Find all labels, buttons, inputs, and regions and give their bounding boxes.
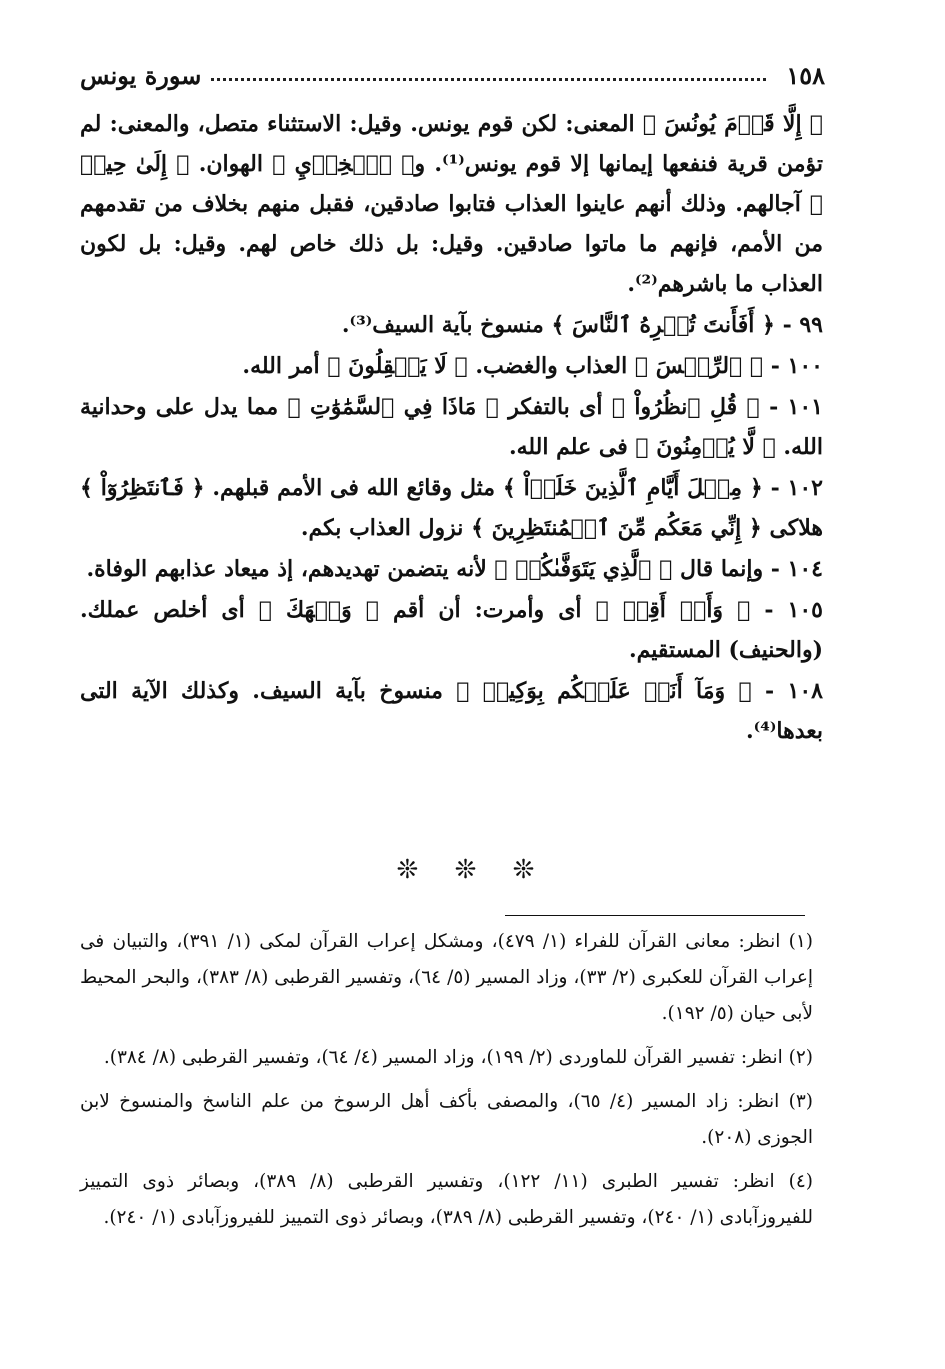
section-separator: ❊ ❊ ❊	[396, 855, 549, 885]
page-number: ١٥٨	[786, 60, 825, 90]
paragraph-verse-99: ٩٩ - ﴿ أَفَأَنتَ تُكۡرِهُ ٱلنَّاسَ ﴾ منسوخ بآية السيف⁽³⁾.	[341, 312, 823, 338]
paragraph-verse-102: ١٠٢ - ﴿ مِثۡلَ أَيَّامِ ٱلَّذِينَ خَلَوۡاْ ﴾ مثل وقائع الله فى الأمم قبلهم. ﴿ فَٱنتَظِرُوٓاْ ﴾ هلاكى ﴿ إِنِّي مَعَكُم مِّنَ ٱلۡمُنتَظِرِينَ ﴾ نزول العذاب بكم.	[80, 475, 823, 541]
paragraph-verse-105: ١٠٥ - ﴿ وَأَنۡ أَقِمۡ ﴾ أى وأمرت: أن أقم ﴿ وَجۡهَكَ ﴾ أى أخلص عملك. (والحنيف) المستقيم.	[80, 597, 823, 663]
surah-title: سورة يونس	[80, 60, 202, 90]
footnote-1: (١) انظر: معانى القرآن للفراء (١/ ٤٧٩)، ومشكل إعراب القرآن لمكى (١/ ٣٩١)، والتبيان فى إعراب القرآن للعكبرى (٢/ ٣٣)، وزاد المسير (٥/ ٦٤)، وتفسير القرطبى (٨/ ٣٨٣)، والبحر المحيط لأبى حيان (٥/ ١٩٢).	[80, 931, 813, 1024]
paragraph-verse-100: ١٠٠ - ﴿ ٱلرِّجۡسَ ﴾ العذاب والغضب. ﴿ لَا يَعۡقِلُونَ ﴾ أمر الله.	[242, 353, 823, 379]
paragraph-verse-101: ١٠١ - ﴿ قُلِ ٱنظُرُواْ ﴾ أى بالتفكر ﴿ مَاذَا فِي ٱلسَّمَٰوَٰتِ ﴾ مما يدل على وحدانية الله. ﴿ لَّا يُؤۡمِنُونَ ﴾ فى علم الله.	[80, 394, 823, 460]
paragraph-intro: ﴿ إِلَّا قَوۡمَ يُونُسَ ﴾ المعنى: لكن قوم يونس. وقيل: الاستثناء متصل، والمعنى: لم تؤمن قرية فنفعها إيمانها إلا قوم يونس⁽¹⁾. و﴿ ٱلۡخِزۡيِ ﴾ الهوان. ﴿ إِلَىٰ حِينٖ ﴾ آجالهم. وذلك أنهم عاينوا العذاب فتابوا صادقين، فقبل منهم بخلاف من تقدمهم من الأمم، فإنهم ما ماتوا صادقين. وقيل: بل ذلك خاص لهم. وقيل: بل لكون العذاب ما باشرهم⁽²⁾.	[80, 111, 823, 297]
main-text	[80, 104, 823, 752]
header-dot-leader	[211, 78, 766, 81]
footnote-3: (٣) انظر: زاد المسير (٤/ ٦٥)، والمصفى بأكف أهل الرسوخ من علم الناسخ والمنسوخ لابن الجوزى (٢٠٨).	[80, 1091, 813, 1148]
footnote-rule	[505, 915, 805, 916]
footnote-2: (٢) انظر: تفسير القرآن للماوردى (٢/ ١٩٩)، وزاد المسير (٤/ ٦٤)، وتفسير القرطبى (٨/ ٣٨٤).	[103, 1047, 813, 1068]
footnote-4: (٤) انظر: تفسير الطبرى (١١/ ١٢٢)، وتفسير القرطبى (٨/ ٣٨٩)، وبصائر ذوى التمييز للفيروزآبادى (١/ ٢٤٠)، وتفسير القرطبى (٨/ ٣٨٩)، وبصائر ذوى التمييز للفيروزآبادى (١/ ٢٤٠).	[80, 1171, 813, 1228]
page-header	[80, 55, 825, 95]
footnotes	[80, 924, 813, 1244]
paragraph-verse-108: ١٠٨ - ﴿ وَمَآ أَنَا۠ عَلَيۡكُم بِوَكِيلٖ ﴾ منسوخ بآية السيف. وكذلك الآية التى بعدها⁽⁴⁾.	[80, 678, 823, 744]
paragraph-verse-104: ١٠٤ - وإنما قال ﴿ ٱلَّذِي يَتَوَفَّىٰكُمۡ ﴾ لأنه يتضمن تهديدهم، إذ ميعاد عذابهم الوفاة.	[86, 556, 823, 582]
